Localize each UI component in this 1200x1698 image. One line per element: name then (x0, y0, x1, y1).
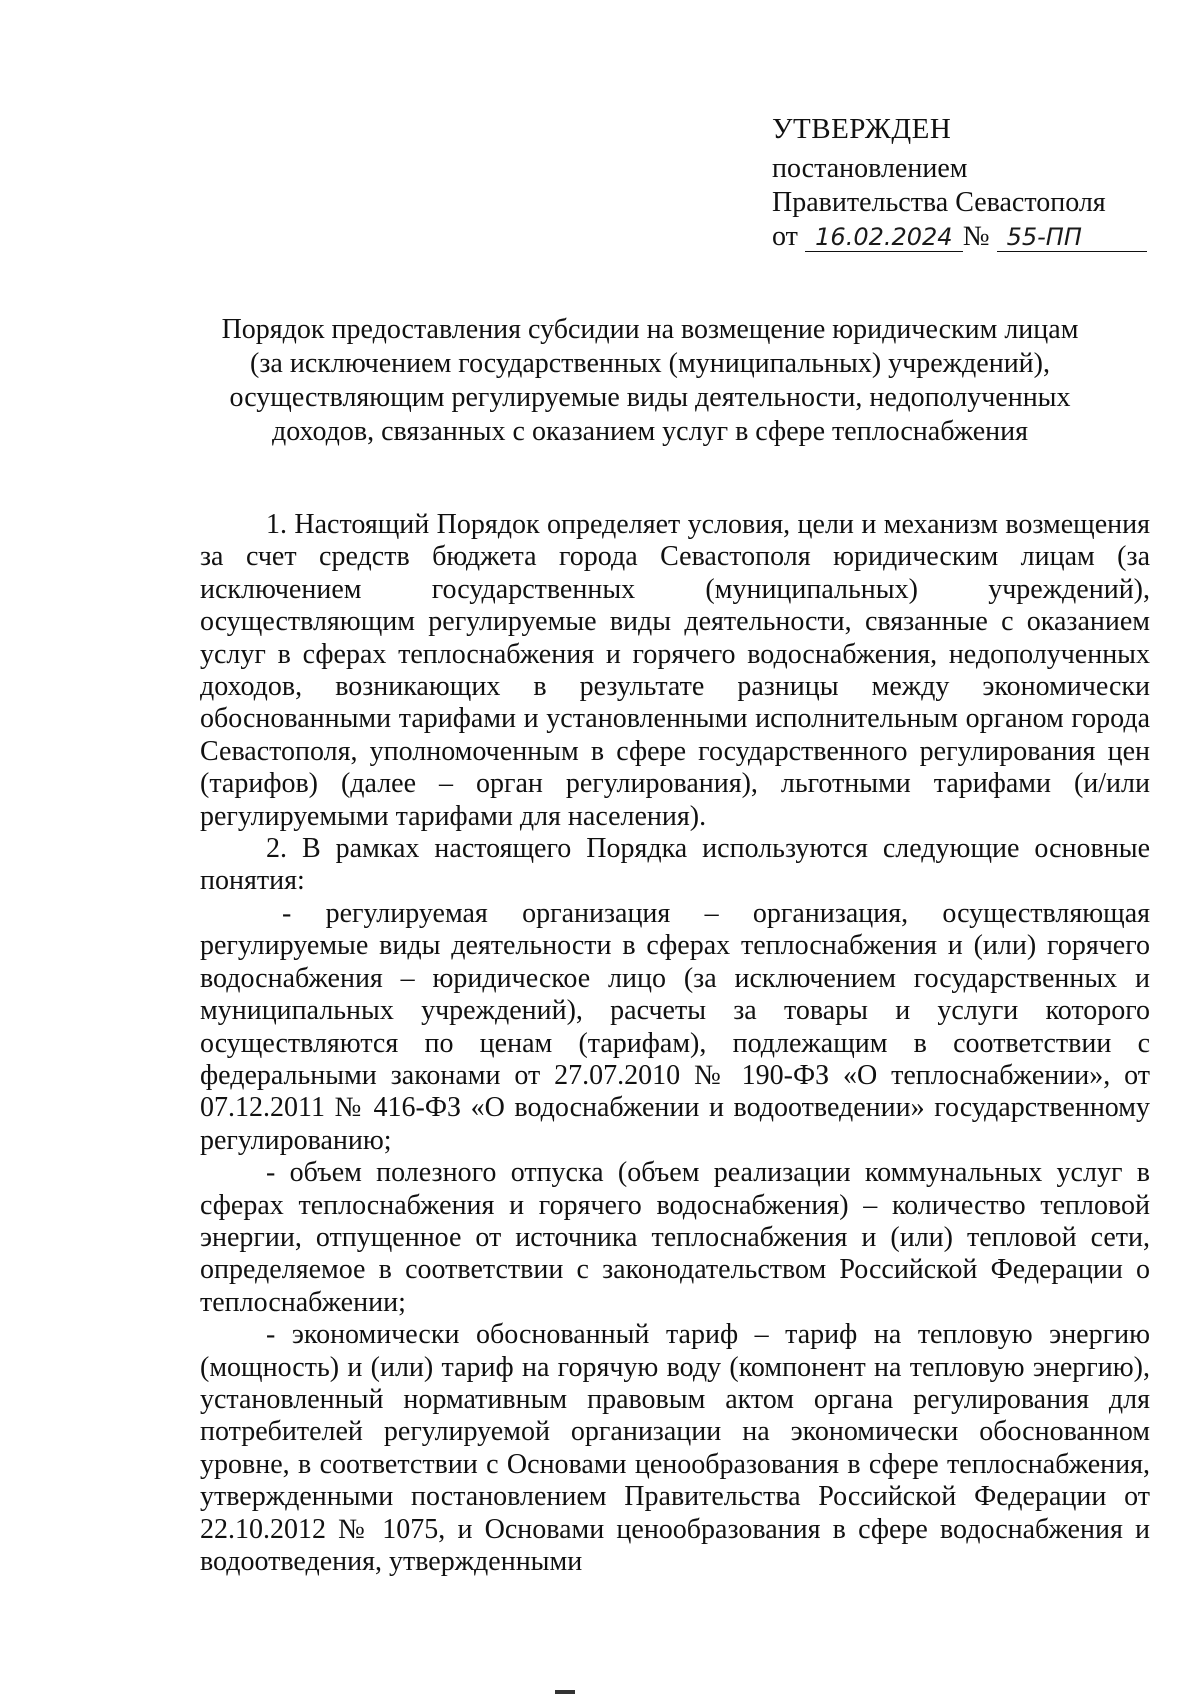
document-body (200, 509, 1150, 1578)
title-line-3: осуществляющим регулируемые виды деятельности, недополученных (229, 382, 1071, 413)
title-line-4: доходов, связанных с оказанием услуг в сфере теплоснабжения (271, 416, 1029, 447)
page-number-fragment (555, 1690, 575, 1694)
approval-line-resolution: постановлением (772, 153, 968, 184)
title-line-1: Порядок предоставления субсидии на возмещение юридическим лицам (221, 314, 1079, 345)
definition-useful-supply-volume: - объем полезного отпуска (объем реализации коммунальных услуг в сферах теплоснабжения и горячего водоснабжения) – количество тепловой энергии, отпущенное от источника теплоснабжения и (или) тепловой сети, определяемое в соответствии с законодательством Российской Федерации о теплоснабжении; (200, 1157, 1150, 1318)
handwritten-date: 16.02.2024 (805, 223, 963, 252)
definition-regulated-organization: - регулируемая организация – организация, осуществляющая регулируемые виды деятельности в сферах теплоснабжения и (или) горячего водоснабжения – юридическое лицо (за исключением государственных и муниципальных учреждений), расчеты за товары и услуги которого осуществляются по ценам (тарифам), подлежащим в соответствии с федеральными законами от 27.07.2010 № 190-ФЗ «О теплоснабжении», от 07.12.2011 № 416-ФЗ «О водоснабжении и водоотведении» государственному регулированию; (200, 897, 1150, 1156)
approval-heading: УТВЕРЖДЕН (772, 113, 952, 145)
document-title (200, 313, 1100, 449)
definition-economically-justified-tariff: - экономически обоснованный тариф – тариф на тепловую энергию (мощность) и (или) тариф на горячую воду (компонент на тепловую энергию), установленный нормативным правовым актом органа регулирования для потребителей регулируемой организации на экономически обоснованном уровне, в соответствии с Основами ценообразования в сфере теплоснабжения, утвержденными постановлением Правительства Российской Федерации от 22.10.2012 № 1075, и Основами ценообразования в сфере водоснабжения и водоотведения, утвержденными (200, 1319, 1150, 1577)
approval-stamp-block (772, 112, 1147, 254)
handwritten-number: 55-ПП (997, 223, 1147, 252)
title-line-2: (за исключением государственных (муниципальных) учреждений), (250, 348, 1050, 379)
number-prefix: № (962, 221, 990, 252)
approval-date-number-line (772, 220, 1147, 254)
paragraph-2: 2. В рамках настоящего Порядка используются следующие основные понятия: (200, 833, 1150, 897)
date-prefix: от (772, 221, 798, 252)
paragraph-1: 1. Настоящий Порядок определяет условия, цели и механизм возмещения за счет средств бюджета города Севастополя юридическим лицам (за исключением государственных (муниципальных) учреждений), осуществляющим регулируемые виды деятельности, связанные с оказанием услуг в сферах теплоснабжения и горячего водоснабжения, недополученных доходов, возникающих в результате разницы между экономически обоснованными тарифами и установленными исполнительным органом города Севастополя, уполномоченным в сфере государственного регулирования цен (тарифов) (далее – орган регулирования), льготными тарифами (и/или регулируемыми тарифами для населения). (200, 509, 1150, 832)
approval-line-government: Правительства Севастополя (772, 187, 1106, 218)
